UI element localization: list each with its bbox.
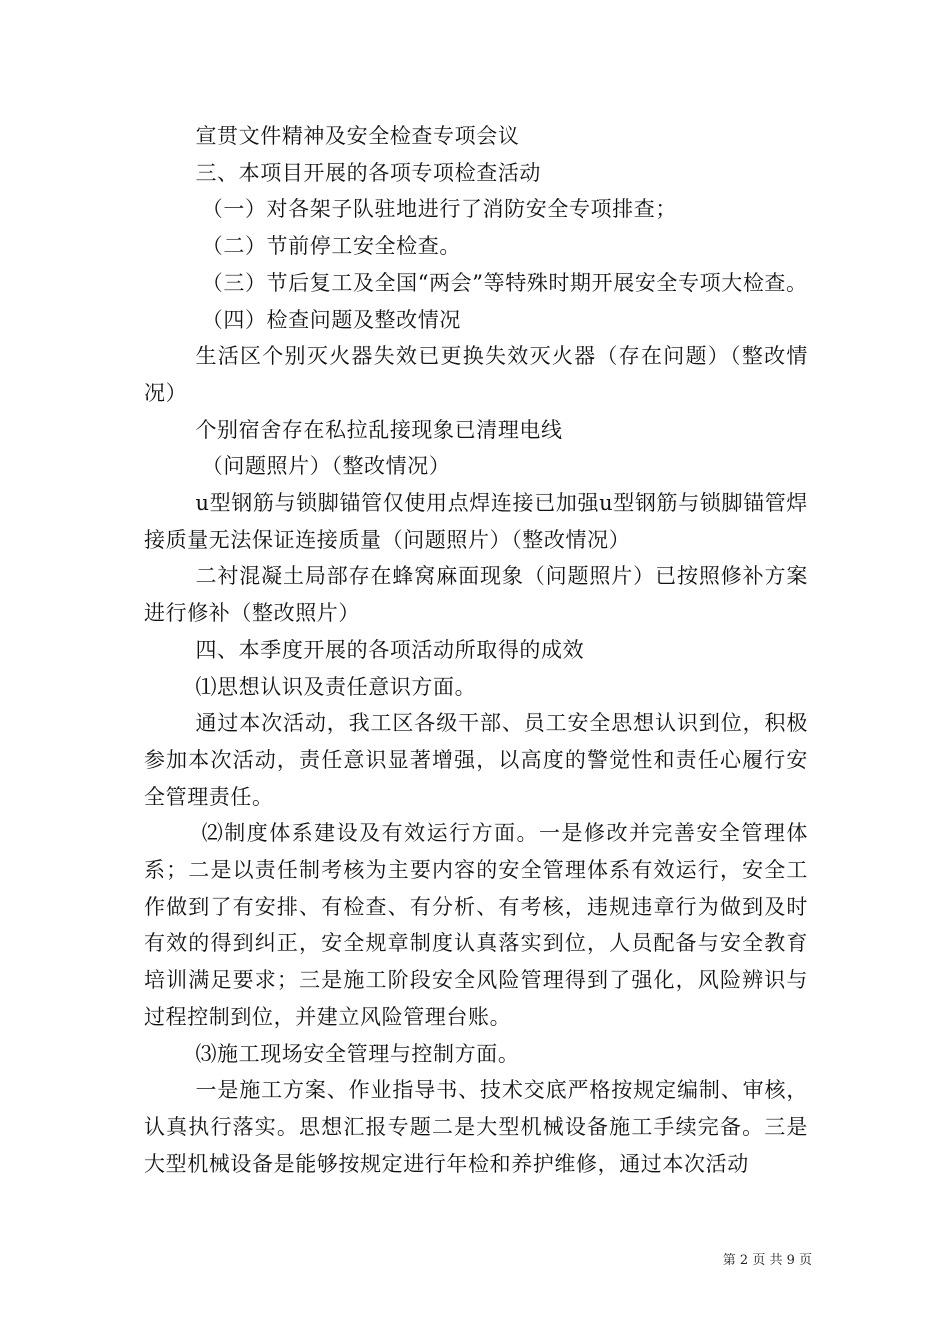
result-paragraph-3: 一是施工方案、作业指导书、技术交底严格按规定编制、审核，认真执行落实。思想汇报专题二是大型机械设备施工手续完备。三是大型机械设备是能够按规定进行年检和养护维修，通过本次活动 — [144, 1078, 808, 1176]
result-paragraph-2: ⑵制度体系建设及有效运行方面。一是修改并完善安全管理体系；二是以责任制考核为主要内容的安全管理体系有效运行，安全工作做到了有安排、有检查、有分析、有考核，违规违章行为做到及时有效的得到纠正，安全规章制度认真落实到位，人员配备与安全教育培训满足要求；三是施工阶段安全风险管理得到了强化，风险辨识与过程控制到位，并建立风险管理台账。 — [144, 821, 808, 1029]
section-heading-4: 四、本季度开展的各项活动所取得的成效 — [195, 637, 585, 662]
issue-photo-caption: （问题照片）（整改情况） — [201, 454, 451, 479]
page-footer: 第 2 页 共 9 页 — [722, 1253, 812, 1268]
document-body — [144, 118, 808, 1182]
item-1: （一）对各架子队驻地进行了消防安全专项排查； — [201, 197, 677, 222]
result-heading-1: ⑴思想认识及责任意识方面。 — [195, 674, 477, 699]
item-4: （四）检查问题及整改情况 — [201, 307, 461, 332]
paragraph-1: 宣贯文件精神及安全检查专项会议 — [195, 124, 520, 148]
result-paragraph-1: 通过本次活动，我工区各级干部、员工安全思想认识到位，积极参加本次活动，责任意识显著增强，以高度的警觉性和责任心履行安全管理责任。 — [144, 711, 808, 809]
issue-dormitory-wiring: 个别宿舍存在私拉乱接现象已清理电线 — [195, 417, 563, 442]
section-heading-3: 三、本项目开展的各项专项检查活动 — [195, 160, 542, 185]
issue-rebar-welding: u型钢筋与锁脚锚管仅使用点焊连接已加强u型钢筋与锁脚锚管焊接质量无法保证连接质量（问题照片）（整改情况） — [144, 491, 808, 552]
item-3: （三）节后复工及全国“两会”等特殊时期开展安全专项大检查。 — [201, 270, 808, 295]
item-2: （二）节前停工安全检查。 — [201, 234, 461, 259]
result-heading-3: ⑶施工现场安全管理与控制方面。 — [195, 1041, 520, 1066]
issue-extinguisher: 生活区个别灭火器失效已更换失效灭火器（存在问题）（整改情况） — [144, 344, 808, 405]
issue-concrete-honeycomb: 二衬混凝土局部存在蜂窝麻面现象（问题照片）已按照修补方案进行修补（整改照片） — [144, 564, 808, 626]
